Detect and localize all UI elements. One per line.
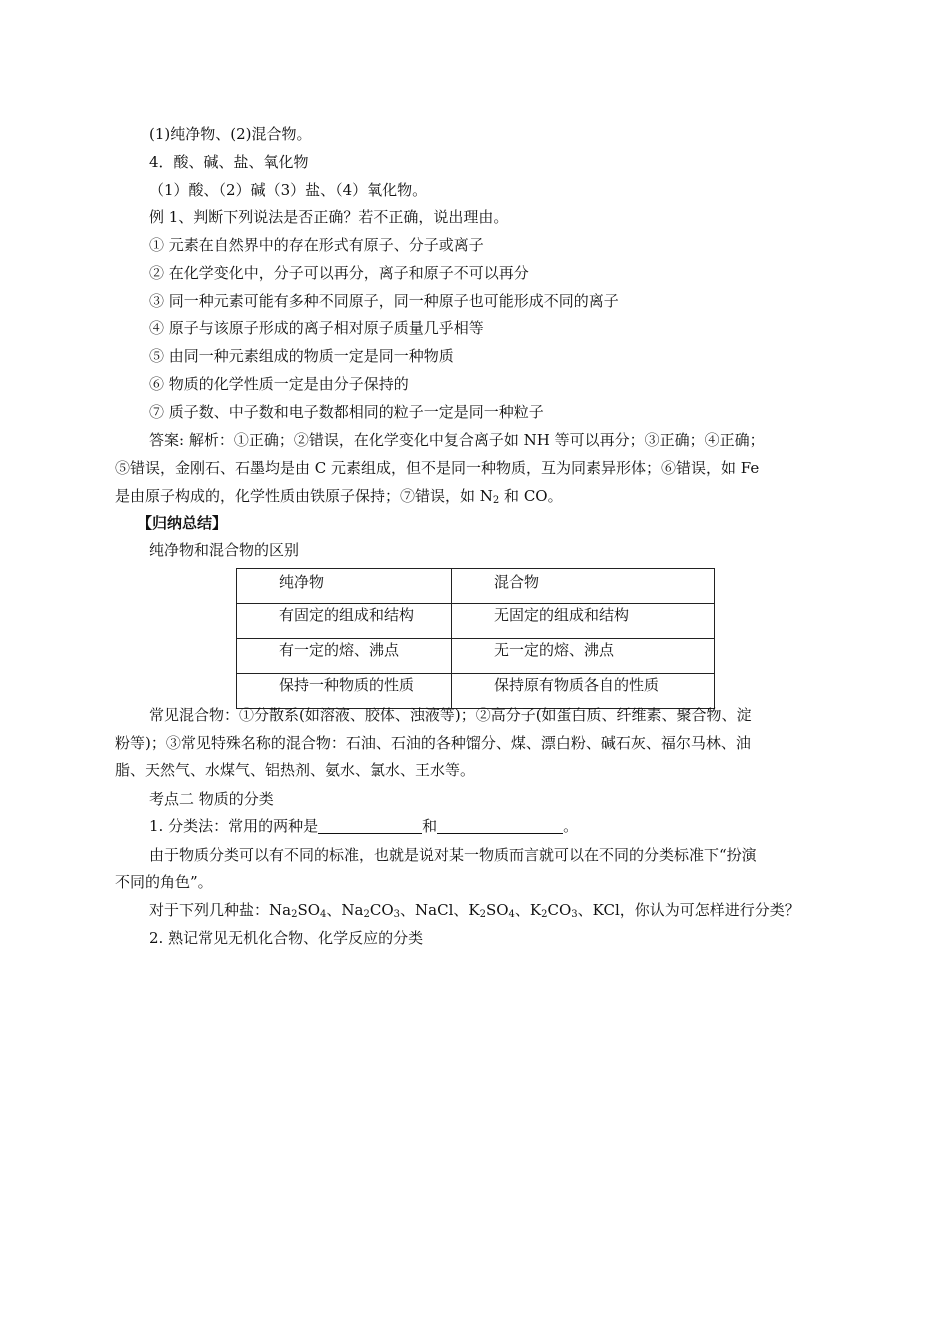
answer-line: ⑤错误，金刚石、石墨均是由 C 元素组成，但不是同一种物质，互为同素异形体；⑥错误，如 Fe	[115, 459, 760, 477]
question-text: 。	[563, 817, 579, 835]
text-line: （1）酸、（2）碱（3）盐、（4）氧化物。	[149, 181, 428, 199]
example-item: ⑤ 由同一种元素组成的物质一定是同一种物质	[149, 347, 454, 365]
salts-line: 对于下列几种盐：$Na_2SO_4$、$Na_2CO_3$、NaCl、$K_2SO_4$、$K_2CO_3$、KCl，你认为可怎样进行分类？	[149, 901, 800, 920]
table-row	[237, 604, 715, 639]
answer-line	[115, 486, 563, 506]
section-title: 考点二 物质的分类	[149, 790, 274, 808]
example-item: ① 元素在自然界中的存在形式有原子、分子或离子	[149, 236, 484, 254]
mixtures-line: 脂、天然气、水煤气、铝热剂、氨水、氯水、王水等。	[115, 761, 476, 779]
table-row	[237, 674, 715, 709]
example-item: ④ 原子与该原子形成的离子相对原子质量几乎相等	[149, 319, 484, 337]
fill-blank	[437, 817, 563, 834]
fill-blank	[318, 817, 422, 834]
table-cell: 无一定的熔、沸点	[452, 639, 715, 674]
table-cell: 有一定的熔、沸点	[237, 639, 452, 674]
question-2: 2. 熟记常见无机化合物、化学反应的分类	[149, 929, 424, 947]
summary-subheading: 纯净物和混合物的区别	[149, 541, 300, 559]
mixtures-line: 常见混合物：①分散系(如溶液、胶体、浊液等)；②高分子(如蛋白质、纤维素、聚合物、淀	[149, 706, 752, 724]
question-1	[149, 816, 578, 836]
answer-text: 和 CO。	[499, 487, 563, 505]
mixtures-line: 粉等)；③常见特殊名称的混合物：石油、石油的各种馏分、煤、漂白粉、碱石灰、福尔马林、油	[115, 734, 751, 752]
example-item: ⑦ 质子数、中子数和电子数都相同的粒子一定是同一种粒子	[149, 403, 544, 421]
subscript: 2	[492, 495, 500, 506]
example-item: ② 在化学变化中，分子可以再分，离子和原子不可以再分	[149, 264, 529, 282]
table-cell: 保持原有物质各自的性质	[452, 674, 715, 709]
answer-line: 答案: 解析：①正确；②错误，在化学变化中复合离子如 NH 等可以再分；③正确；④正确；	[149, 431, 765, 449]
table-row	[237, 639, 715, 674]
salts-intro: 对于下列几种盐：	[149, 901, 270, 919]
paragraph-line: 不同的角色”。	[115, 873, 213, 891]
example-item: ⑥ 物质的化学性质一定是由分子保持的	[149, 375, 409, 393]
text-line: (1)纯净物、(2)混合物。	[149, 125, 312, 143]
table-cell: 保持一种物质的性质	[237, 674, 452, 709]
answer-text: 是由原子构成的，化学性质由铁原子保持；⑦错误，如 N	[115, 487, 493, 505]
text-line: 4．酸、碱、盐、氧化物	[149, 153, 309, 171]
question-text: 和	[422, 817, 438, 835]
table-cell: 无固定的组成和结构	[452, 604, 715, 639]
table-cell: 混合物	[452, 569, 715, 604]
example-title: 例 1、判断下列说法是否正确？若不正确，说出理由。	[149, 208, 509, 226]
comparison-table	[236, 568, 715, 709]
table-row	[237, 569, 715, 604]
paragraph-line: 由于物质分类可以有不同的标准，也就是说对某一物质而言就可以在不同的分类标准下“扮演	[149, 846, 757, 864]
example-item: ③ 同一种元素可能有多种不同原子，同一种原子也可能形成不同的离子	[149, 292, 619, 310]
question-text: 1. 分类法：常用的两种是	[149, 817, 319, 835]
table-cell: 有固定的组成和结构	[237, 604, 452, 639]
table-cell: 纯净物	[237, 569, 452, 604]
salts-outro: ，你认为可怎样进行分类？	[619, 901, 800, 919]
summary-heading: 【归纳总结】	[137, 514, 228, 532]
